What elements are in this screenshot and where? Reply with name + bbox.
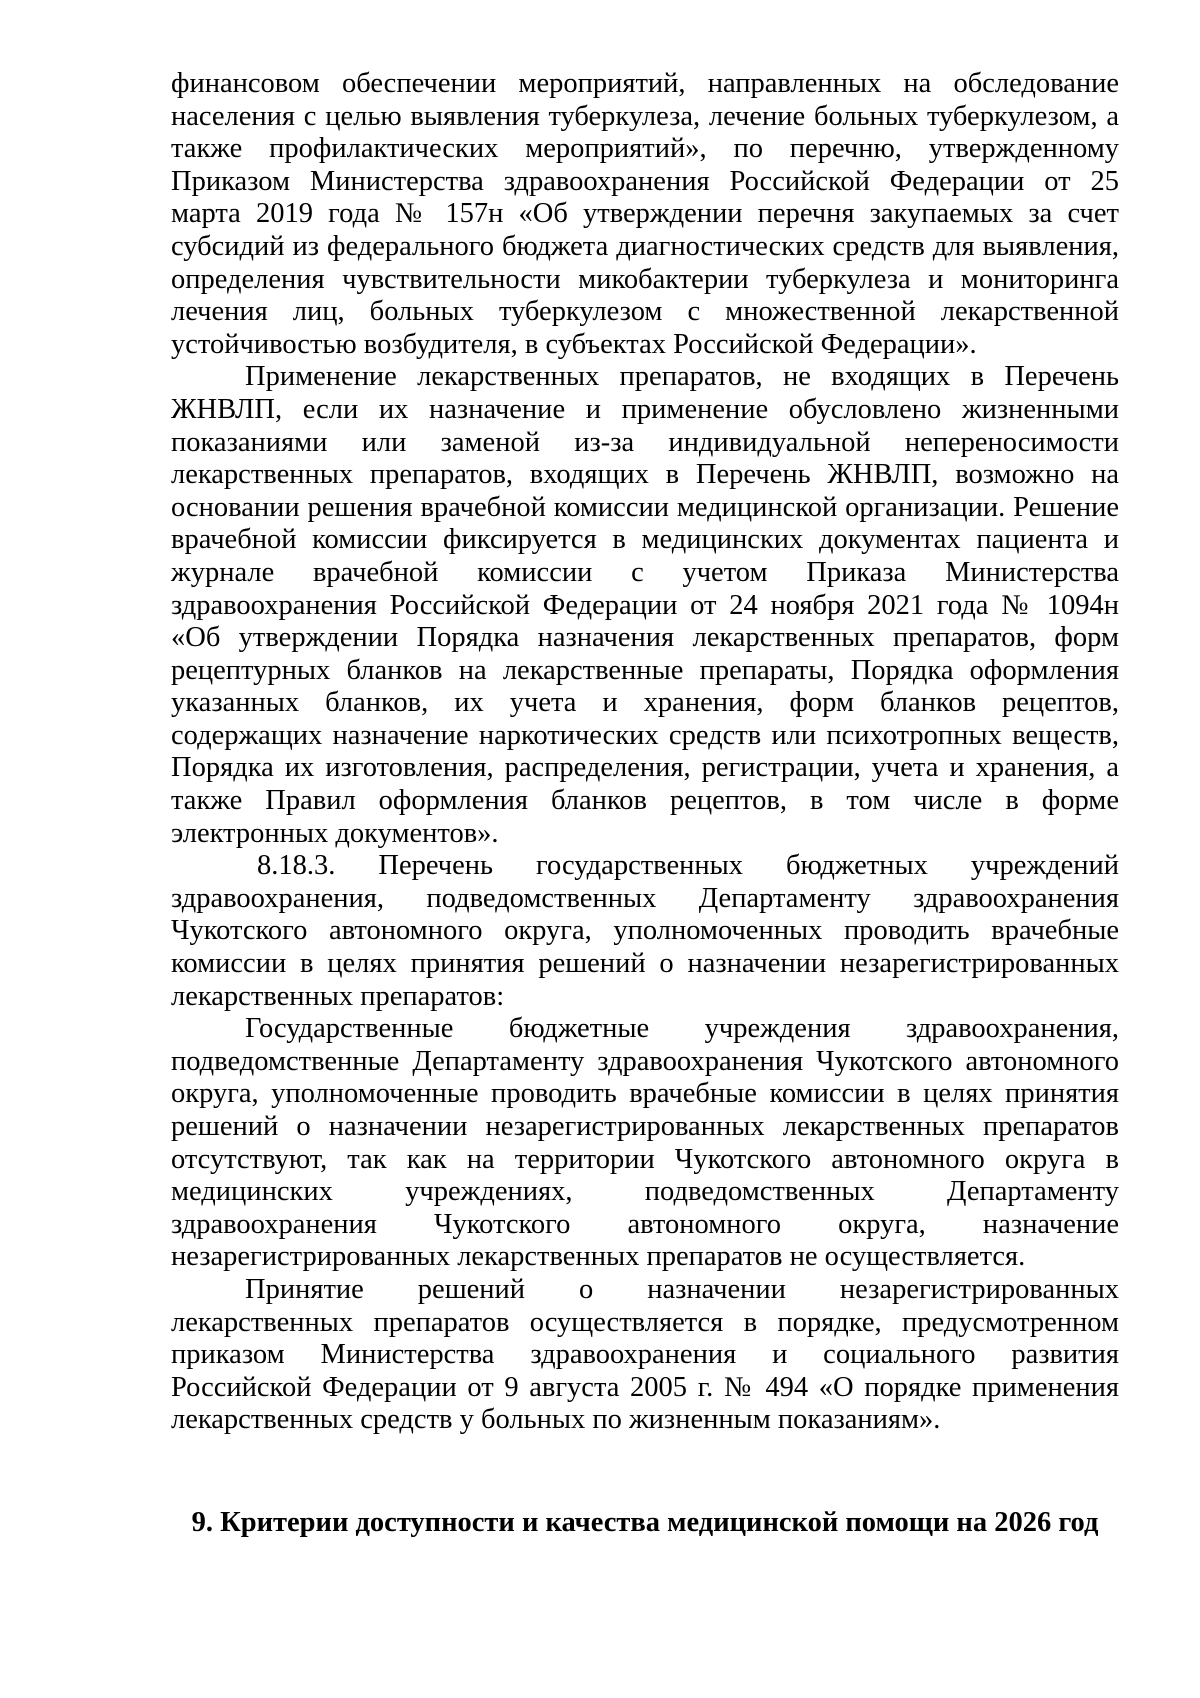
paragraph-decision-order: Принятие решений о назначении незарегистрированных лекарственных препаратов осуществляется в порядке, предусмотренном приказом Министерства здравоохранения и социального развития Российской Федерации от 9 августа 2005 г. № 494 «О порядке применения лекарственных средств у больных по жизненным показаниям». (171, 1273, 1119, 1436)
section-heading: 9. Критерии доступности и качества медицинской помощи на 2026 год (191, 1507, 1099, 1538)
paragraph-zhnvlp-usage: Применение лекарственных препаратов, не входящих в Перечень ЖНВЛП, если их назначение и применение обусловлено жизненными показаниями или заменой из-за индивидуальной непереносимости лекарственных препаратов, входящих в Перечень ЖНВЛП, возможно на основании решения врачебной комиссии медицинской организации. Решение врачебной комиссии фиксируется в медицинских документах пациента и журнале врачебной комиссии с учетом Приказа Министерства здравоохранения Российской Федерации от 24 ноября 2021 года № 1094н «Об утверждении Порядка назначения лекарственных препаратов, форм рецептурных бланков на лекарственные препараты, Порядка оформления указанных бланков, их учета и хранения, форм бланков рецептов, содержащих назначение наркотических средств или психотропных веществ, Порядка их изготовления, распределения, регистрации, учета и хранения, а также Правил оформления бланков рецептов, в том числе в форме электронных документов». (171, 361, 1119, 849)
paragraph-institutions-absent: Государственные бюджетные учреждения здравоохранения, подведомственные Департаменту здравоохранения Чукотского автономного округа, уполномоченные проводить врачебные комиссии в целях принятия решений о назначении незарегистрированных лекарственных препаратов отсутствуют, так как на территории Чукотского автономного округа в медицинских учреждениях, подведомственных Департаменту здравоохранения Чукотского автономного округа, назначение незарегистрированных лекарственных препаратов не осуществляется. (171, 1013, 1119, 1273)
paragraph-8-18-3: 8.18.3. Перечень государственных бюджетных учреждений здравоохранения, подведомственных Департаменту здравоохранения Чукотского автономного округа, уполномоченных проводить врачебные комиссии в целях принятия решений о назначении незарегистрированных лекарственных препаратов: (171, 850, 1119, 1012)
document-body (171, 68, 1119, 1437)
paragraph-continuation: финансовом обеспечении мероприятий, направленных на обследование населения с целью выявления туберкулеза, лечение больных туберкулезом, а также профилактических мероприятий», по перечню, утвержденному Приказом Министерства здравоохранения Российской Федерации от 25 марта 2019 года № 157н «Об утверждении перечня закупаемых за счет субсидий из федерального бюджета диагностических средств для выявления, определения чувствительности микобактерии туберкулеза и мониторинга лечения лиц, больных туберкулезом с множественной лекарственной устойчивостью возбудителя, в субъектах Российской Федерации». (171, 68, 1119, 360)
